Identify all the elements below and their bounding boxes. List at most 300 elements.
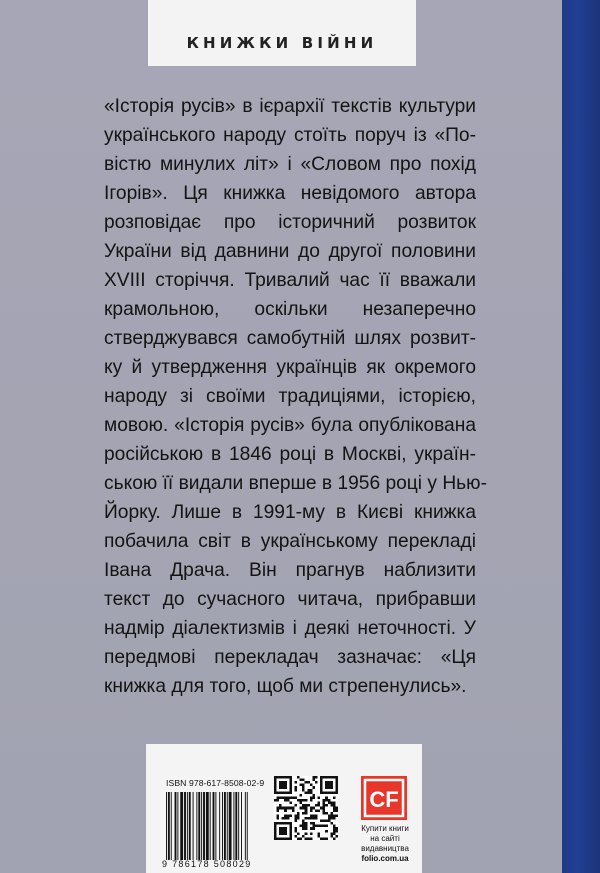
qr-module: [279, 822, 282, 825]
qr-module: [282, 827, 285, 830]
qr-module: [333, 814, 336, 817]
qr-module: [325, 830, 328, 833]
barcode-bar: [229, 792, 232, 860]
qr-module: [310, 807, 313, 810]
qr-module: [274, 825, 277, 828]
qr-module: [335, 781, 338, 784]
qr-module: [335, 791, 338, 794]
qr-module: [305, 799, 308, 802]
qr-module: [274, 837, 277, 840]
qr-module: [333, 796, 336, 799]
qr-module: [274, 832, 277, 835]
qr-module: [277, 837, 280, 840]
qr-module: [312, 825, 315, 828]
qr-module: [335, 784, 338, 787]
qr-module: [318, 825, 321, 828]
qr-module: [279, 837, 282, 840]
qr-module: [312, 814, 315, 817]
qr-module: [274, 776, 277, 779]
qr-module: [279, 832, 282, 835]
qr-module: [305, 807, 308, 810]
qr-module: [302, 799, 305, 802]
annotation-line: Йорку. Лише в 1991-му в Києві книжка: [104, 502, 476, 523]
barcode-bar: [247, 792, 248, 860]
qr-module: [279, 784, 282, 787]
qr-module: [325, 820, 328, 823]
annotation-line: України від давнини до другої половини: [104, 241, 476, 262]
barcode-panel: [146, 744, 422, 873]
qr-module: [305, 827, 308, 830]
qr-module: [289, 781, 292, 784]
qr-module: [287, 822, 290, 825]
qr-module: [284, 791, 287, 794]
qr-module: [315, 825, 318, 828]
qr-module: [274, 786, 277, 789]
qr-module: [310, 791, 313, 794]
qr-module: [330, 832, 333, 835]
qr-module: [320, 807, 323, 810]
qr-module: [305, 837, 308, 840]
annotation-line: текст до сучасного читача, прибравши: [104, 589, 476, 610]
qr-module: [333, 802, 336, 805]
qr-module: [315, 776, 318, 779]
qr-module: [287, 791, 290, 794]
annotation-line: стверджувався самобутній шлях розвит-: [104, 328, 476, 349]
qr-module: [289, 791, 292, 794]
shop-caption-line: на сайті: [370, 834, 400, 843]
qr-module: [315, 817, 318, 820]
qr-module: [335, 814, 338, 817]
qr-module: [320, 791, 323, 794]
qr-module: [325, 791, 328, 794]
qr-module: [315, 804, 318, 807]
qr-module: [302, 822, 305, 825]
qr-module: [277, 776, 280, 779]
qr-module: [297, 812, 300, 815]
barcode-bar: [184, 792, 186, 860]
qr-module: [305, 791, 308, 794]
qr-module: [307, 804, 310, 807]
qr-module: [302, 789, 305, 792]
qr-module: [302, 779, 305, 782]
barcode-bar: [203, 792, 205, 860]
annotation-line: передмові перекладач зазначає: «Ця: [104, 647, 476, 668]
qr-module: [292, 807, 295, 810]
qr-module: [312, 779, 315, 782]
qr-module: [277, 822, 280, 825]
qr-module: [277, 809, 280, 812]
qr-module: [310, 789, 313, 792]
annotation-line: вістю минулих літ» і «Словом про похід: [104, 154, 476, 175]
qr-module: [335, 807, 338, 810]
qr-module: [333, 827, 336, 830]
qr-module: [274, 827, 277, 830]
qr-module: [318, 796, 321, 799]
qr-module: [279, 827, 282, 830]
qr-module: [323, 825, 326, 828]
qr-module: [287, 817, 290, 820]
qr-module: [279, 830, 282, 833]
qr-module: [328, 791, 331, 794]
qr-module: [284, 814, 287, 817]
barcode-bar: [241, 792, 242, 860]
qr-module: [330, 812, 333, 815]
qr-module: [320, 784, 323, 787]
qr-code-icon[interactable]: [274, 776, 338, 840]
qr-module: [310, 799, 313, 802]
qr-module: [310, 817, 313, 820]
barcode-bar: [210, 792, 211, 860]
qr-module: [284, 799, 287, 802]
qr-module: [300, 825, 303, 828]
barcode-bar: [224, 792, 226, 860]
qr-module: [289, 776, 292, 779]
qr-module: [335, 776, 338, 779]
qr-module: [284, 796, 287, 799]
qr-module: [335, 827, 338, 830]
annotation-line: російською в 1846 році в Москві, україн-: [104, 444, 476, 465]
qr-module: [320, 779, 323, 782]
qr-module: [300, 802, 303, 805]
qr-module: [297, 814, 300, 817]
qr-module: [289, 830, 292, 833]
qr-module: [305, 781, 308, 784]
qr-module: [289, 825, 292, 828]
qr-module: [335, 835, 338, 838]
shop-caption-line: Купити книги: [361, 824, 409, 833]
barcode-bar: [175, 792, 177, 860]
qr-module: [279, 807, 282, 810]
qr-module: [320, 789, 323, 792]
qr-module: [320, 786, 323, 789]
qr-module: [284, 807, 287, 810]
qr-module: [289, 837, 292, 840]
qr-module: [333, 791, 336, 794]
qr-module: [330, 802, 333, 805]
qr-module: [289, 784, 292, 787]
qr-module: [320, 825, 323, 828]
qr-module: [274, 822, 277, 825]
qr-module: [325, 796, 328, 799]
qr-module: [282, 822, 285, 825]
qr-module: [310, 827, 313, 830]
qr-module: [289, 832, 292, 835]
qr-module: [279, 786, 282, 789]
qr-module: [325, 799, 328, 802]
barcode-bar: [168, 792, 170, 860]
qr-module: [289, 796, 292, 799]
qr-module: [302, 784, 305, 787]
qr-module: [282, 817, 285, 820]
barcode-icon: [166, 792, 266, 860]
annotation-line: народу зі своїми традиціями, історією,: [104, 386, 476, 407]
shop-caption: [349, 824, 421, 864]
qr-module: [335, 786, 338, 789]
qr-module: [294, 817, 297, 820]
qr-module: [302, 825, 305, 828]
qr-module: [279, 776, 282, 779]
annotation-line: розповідає про історичний розвиток: [104, 212, 476, 233]
qr-module: [310, 809, 313, 812]
qr-module: [274, 784, 277, 787]
qr-module: [282, 830, 285, 833]
qr-module: [289, 779, 292, 782]
book-annotation: [104, 92, 487, 701]
qr-module: [328, 820, 331, 823]
qr-module: [330, 791, 333, 794]
qr-module: [292, 809, 295, 812]
qr-module: [330, 804, 333, 807]
qr-module: [320, 781, 323, 784]
barcode-bar: [238, 792, 239, 860]
qr-module: [282, 781, 285, 784]
barcode-bar: [189, 792, 191, 860]
qr-module: [279, 804, 282, 807]
qr-module: [294, 830, 297, 833]
qr-module: [305, 804, 308, 807]
annotation-line: Івана Драча. Він прагнув наблизити: [104, 560, 476, 581]
annotation-line: українського народу стоїть поруч із «По-: [104, 125, 476, 146]
qr-module: [302, 827, 305, 830]
qr-module: [335, 779, 338, 782]
qr-module: [282, 776, 285, 779]
barcode-bar: [213, 792, 215, 860]
qr-module: [294, 804, 297, 807]
qr-module: [333, 830, 336, 833]
qr-module: [289, 807, 292, 810]
qr-module: [330, 786, 333, 789]
qr-module: [330, 814, 333, 817]
publisher-logo-icon: [361, 776, 407, 820]
qr-module: [305, 817, 308, 820]
isbn-label: ISBN 978-617-8508-02-9: [166, 778, 265, 788]
qr-module: [328, 781, 331, 784]
qr-module: [305, 812, 308, 815]
qr-module: [320, 820, 323, 823]
qr-module: [310, 796, 313, 799]
qr-module: [274, 781, 277, 784]
qr-module: [323, 802, 326, 805]
qr-module: [323, 807, 326, 810]
qr-module: [333, 809, 336, 812]
qr-module: [279, 781, 282, 784]
qr-module: [287, 837, 290, 840]
barcode-bar: [219, 792, 220, 860]
qr-module: [294, 786, 297, 789]
qr-module: [274, 830, 277, 833]
qr-module: [294, 835, 297, 838]
qr-module: [287, 814, 290, 817]
barcode-bar: [201, 792, 202, 860]
barcode-bar: [198, 792, 200, 860]
qr-module: [284, 817, 287, 820]
qr-module: [274, 779, 277, 782]
qr-module: [297, 817, 300, 820]
qr-module: [284, 786, 287, 789]
qr-module: [297, 799, 300, 802]
qr-module: [274, 799, 277, 802]
qr-module: [312, 822, 315, 825]
annotation-line: крамольною, оскільки незаперечно: [104, 299, 476, 320]
barcode-bar: [215, 792, 216, 860]
qr-module: [325, 776, 328, 779]
qr-module: [333, 832, 336, 835]
qr-module: [307, 781, 310, 784]
qr-module: [333, 807, 336, 810]
qr-module: [282, 796, 285, 799]
qr-module: [287, 796, 290, 799]
qr-module: [333, 776, 336, 779]
annotation-line: ку й утвердження українців як окремого: [104, 357, 476, 378]
qr-module: [335, 830, 338, 833]
annotation-line: надмір діалектизмів і деякі неточності. У: [104, 618, 476, 639]
qr-module: [328, 776, 331, 779]
qr-module: [315, 809, 318, 812]
barcode-bar: [206, 792, 209, 860]
qr-module: [289, 814, 292, 817]
qr-module: [284, 784, 287, 787]
annotation-line: Ігорів». Ця книжка невідомого автора: [104, 183, 476, 204]
qr-module: [312, 827, 315, 830]
publisher-logo-text: CF: [369, 787, 399, 812]
qr-module: [294, 820, 297, 823]
qr-module: [294, 827, 297, 830]
barcode-bar: [180, 792, 183, 860]
qr-module: [289, 786, 292, 789]
qr-module: [323, 799, 326, 802]
qr-module: [318, 809, 321, 812]
barcode-bar: [196, 792, 197, 860]
annotation-line: побачила світ в українському перекладі: [104, 531, 476, 552]
qr-module: [287, 799, 290, 802]
qr-module: [297, 837, 300, 840]
qr-module: [274, 835, 277, 838]
qr-module: [287, 776, 290, 779]
qr-module: [294, 814, 297, 817]
qr-module: [300, 799, 303, 802]
barcode-bar: [187, 792, 188, 860]
qr-module: [335, 789, 338, 792]
qr-module: [328, 786, 331, 789]
qr-module: [284, 827, 287, 830]
qr-module: [289, 822, 292, 825]
spine-edge: [562, 0, 600, 873]
qr-module: [323, 804, 326, 807]
qr-module: [300, 807, 303, 810]
qr-module: [325, 786, 328, 789]
qr-module: [279, 796, 282, 799]
qr-module: [330, 776, 333, 779]
barcode-digits: 9 786178 508029: [162, 859, 252, 869]
qr-module: [302, 786, 305, 789]
qr-module: [325, 812, 328, 815]
qr-module: [333, 817, 336, 820]
qr-module: [320, 776, 323, 779]
qr-module: [302, 804, 305, 807]
qr-module: [277, 817, 280, 820]
qr-module: [310, 814, 313, 817]
qr-module: [307, 789, 310, 792]
qr-module: [323, 809, 326, 812]
qr-module: [284, 776, 287, 779]
qr-module: [289, 835, 292, 838]
shop-caption-line: видавництва: [361, 844, 409, 853]
barcode-bar: [177, 792, 178, 860]
qr-module: [325, 837, 328, 840]
qr-module: [289, 789, 292, 792]
qr-module: [282, 786, 285, 789]
qr-module: [312, 776, 315, 779]
qr-module: [282, 791, 285, 794]
annotation-line: XVIII сторіччя. Тривалий час її вважали: [104, 270, 476, 291]
series-title: КНИЖКИ ВІЙНИ: [186, 34, 378, 52]
annotation-line: книжка для того, щоб ми стрепенулись».: [104, 676, 467, 697]
qr-module: [305, 809, 308, 812]
qr-module: [323, 837, 326, 840]
shop-url-link[interactable]: folio.com.ua: [361, 854, 409, 863]
qr-module: [333, 804, 336, 807]
qr-module: [330, 781, 333, 784]
qr-module: [279, 791, 282, 794]
qr-module: [318, 835, 321, 838]
qr-module: [312, 794, 315, 797]
barcode-bar: [235, 792, 237, 860]
qr-module: [300, 837, 303, 840]
qr-module: [289, 827, 292, 830]
qr-module: [328, 784, 331, 787]
qr-module: [330, 822, 333, 825]
qr-module: [312, 786, 315, 789]
barcode-bar: [193, 792, 194, 860]
qr-module: [323, 820, 326, 823]
qr-module: [300, 794, 303, 797]
qr-module: [302, 807, 305, 810]
qr-module: [315, 814, 318, 817]
qr-module: [284, 822, 287, 825]
qr-module: [328, 799, 331, 802]
qr-module: [320, 837, 323, 840]
qr-module: [282, 784, 285, 787]
qr-module: [315, 781, 318, 784]
qr-module: [297, 776, 300, 779]
qr-module: [318, 804, 321, 807]
qr-module: [307, 837, 310, 840]
qr-module: [282, 832, 285, 835]
qr-module: [310, 822, 313, 825]
qr-module: [328, 814, 331, 817]
qr-module: [277, 807, 280, 810]
qr-module: [274, 789, 277, 792]
qr-module: [325, 781, 328, 784]
qr-module: [277, 791, 280, 794]
barcode-bar: [222, 792, 223, 860]
qr-module: [330, 784, 333, 787]
qr-module: [307, 817, 310, 820]
qr-module: [318, 802, 321, 805]
qr-module: [312, 807, 315, 810]
barcode-bar: [166, 792, 167, 860]
qr-module: [333, 825, 336, 828]
qr-module: [284, 809, 287, 812]
qr-module: [328, 802, 331, 805]
qr-module: [325, 804, 328, 807]
annotation-line: мовою. «Історія русів» була опублікована: [104, 415, 476, 436]
qr-module: [335, 809, 338, 812]
barcode-bar: [245, 792, 246, 860]
qr-module: [284, 832, 287, 835]
qr-module: [282, 807, 285, 810]
qr-module: [312, 796, 315, 799]
